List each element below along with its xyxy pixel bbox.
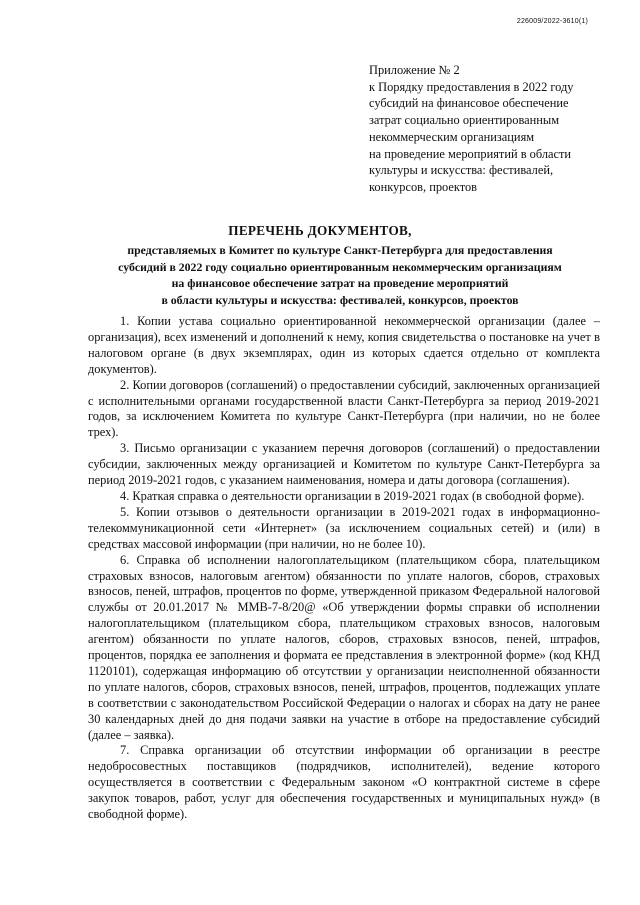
appendix-line: затрат социально ориентированным — [369, 113, 560, 128]
appendix-line: на проведение мероприятий в области — [369, 146, 572, 161]
appendix-line: субсидий на финансовое обеспечение — [369, 96, 569, 111]
document-body — [88, 314, 600, 823]
subtitle-line: субсидий в 2022 году социально ориентированным некоммерческим организациям — [118, 259, 562, 274]
list-item-7: 7. Справка организации об отсутствии информации об организации в реестре недобросовестных поставщиков (подрядчиков, исполнителей), ведение которого осуществляется в соответствии с Федеральным законом «О контрактной системе в сфере закупок товаров, работ, услуг для обеспечения государственных и муниципальных нужд» (в свободной форме). — [88, 743, 600, 822]
list-item-1: 1. Копии устава социально ориентированной некоммерческой организации (далее – организация), всех изменений и дополнений к нему, копия свидетельства о постановке на учет в налоговом органе (в двух экземплярах, один из которых сдается отдельно от комплекта документов). — [88, 314, 600, 376]
list-item-4: 4. Краткая справка о деятельности организации в 2019-2021 годах (в свободной форме). — [120, 488, 585, 503]
appendix-block — [369, 62, 609, 196]
subtitle-line: в области культуры и искусства: фестивалей, конкурсов, проектов — [161, 292, 519, 307]
appendix-line: Приложение № 2 — [369, 63, 460, 77]
list-item-6: 6. Справка об исполнении налогоплательщиком (плательщиком сбора, плательщиком страховых взносов, налоговым агентом) обязанности по уплате налогов, сборов, страховых взносов, пеней, штрафов, процентов по форме, утвержденной приказом Федеральной налоговой службы от 20.01.2017 № ММВ-7-8/20@ «Об утверждении формы справки об исполнении налогоплательщиком (плательщиком сбора, плательщиком страховых взносов, налоговым агентом) обязанности по уплате налогов, сборов, страховых взносов, пеней, штрафов, процентов, порядка ее заполнения и формата ее представления в электронной форме» (код КНД 1120101), содержащая информацию об отсутствии у организации неисполненной обязанности по уплате налогов, сборов, страховых взносов, пеней, штрафов, процентов, подлежащих уплате в соответствии с законодательством Российской Федерации о налогах и сборах на дату не ранее 30 календарных дней до дня подачи заявки на участие в отборе на предоставление субсидий (далее – заявка). — [88, 552, 600, 742]
document-title: ПЕРЕЧЕНЬ ДОКУМЕНТОВ, — [228, 223, 412, 238]
subtitle-line: на финансовое обеспечение затрат на проведение мероприятий — [171, 276, 509, 290]
document-subtitle — [80, 242, 600, 308]
list-item-3: 3. Письмо организации с указанием перечня договоров (соглашений) о предоставлении субсидии, заключенных между организацией и Комитетом по культуре Санкт-Петербурга за период 2019-2021 годов, с указанием наименования, номера и даты договора (соглашения). — [88, 441, 600, 488]
subtitle-line: представляемых в Комитет по культуре Санкт-Петербурга для предоставления — [127, 243, 553, 257]
appendix-line: конкурсов, проектов — [369, 179, 478, 194]
appendix-line: к Порядку предоставления в 2022 году — [369, 79, 574, 94]
list-item-2: 2. Копии договоров (соглашений) о предоставлении субсидий, заключенных организацией с исполнительными органами государственной власти Санкт-Петербурга за период 2019-2021 годов, за исключением Комитета по культуре Санкт-Петербурга (при наличии, но не более трех). — [88, 377, 600, 440]
appendix-line: некоммерческим организациям — [369, 129, 535, 144]
appendix-line: культуры и искусства: фестивалей, — [369, 163, 554, 178]
document-number: 226009/2022-3610(1) — [516, 18, 588, 25]
list-item-5: 5. Копии отзывов о деятельности организации в 2019-2021 годах в информационно-телекоммуникационной сети «Интернет» (за исключением социальных сетей) и (или) в средствах массовой информации (при наличии, но не более 10). — [88, 504, 600, 551]
